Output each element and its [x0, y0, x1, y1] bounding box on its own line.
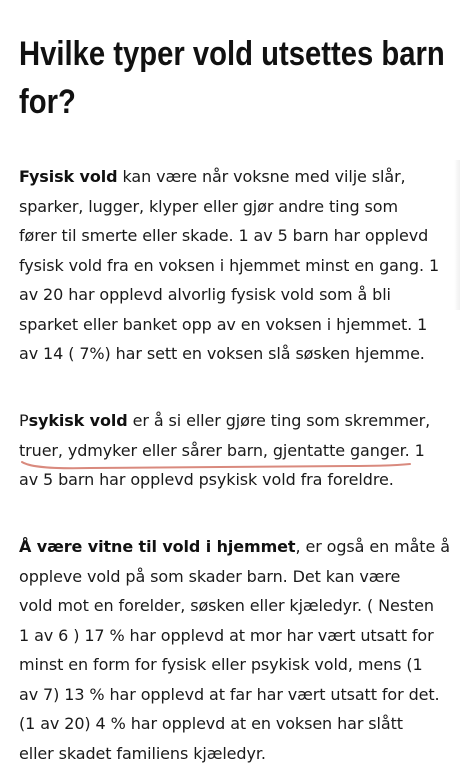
p1-line-4: fysisk vold fra en voksen i hjemmet minst en gang. 1 — [19, 251, 449, 281]
term-prefix: P — [19, 411, 29, 430]
paragraph-physical-violence — [19, 162, 449, 369]
p3-line-2: oppleve vold på som skader barn. Det kan være — [19, 562, 449, 592]
p3-line-5: minst en form for fysisk eller psykisk vold, mens (1 — [19, 650, 449, 680]
p3-line-3: vold mot en forelder, søsken eller kjæledyr. ( Nesten — [19, 591, 449, 621]
term-witness-violence: Å være vitne til vold i hjemmet — [19, 537, 295, 556]
p2-line-1 — [19, 406, 449, 436]
p1-line-5: av 20 har opplevd alvorlig fysisk vold som å bli — [19, 280, 449, 310]
p3-line-7: (1 av 20) 4 % har opplevd at en voksen har slått — [19, 709, 449, 739]
p1-line-2: sparker, lugger, klyper eller gjør andre ting som — [19, 192, 449, 222]
p1-line-1-text: kan være når voksne med vilje slår, — [118, 167, 406, 186]
p1-line-1 — [19, 162, 449, 192]
p2-line-3: av 5 barn har opplevd psykisk vold fra foreldre. — [19, 465, 449, 495]
p1-line-3: fører til smerte eller skade. 1 av 5 barn har opplevd — [19, 221, 449, 251]
article-heading — [19, 30, 449, 126]
p3-line-8: eller skadet familiens kjæledyr. — [19, 739, 449, 768]
p3-line-4: 1 av 6 ) 17 % har opplevd at mor har vært utsatt for — [19, 621, 449, 651]
paragraph-witness-violence — [19, 532, 449, 768]
p3-line-6: av 7) 13 % har opplevd at far har vært utsatt for det. — [19, 680, 449, 710]
page-edge-shadow — [454, 160, 460, 310]
p1-line-6: sparket eller banket opp av en voksen i hjemmet. 1 — [19, 310, 449, 340]
heading-line-1: Hvilke typer vold utsettes barn — [19, 30, 449, 78]
paragraph-psychological-violence — [19, 406, 449, 495]
p2-line-2: truer, ydmyker eller sårer barn, gjentatte ganger. 1 — [19, 436, 449, 466]
p3-line-1 — [19, 532, 449, 562]
p2-line-1-text: er å si eller gjøre ting som skremmer, — [128, 411, 431, 430]
heading-line-2: for? — [19, 78, 449, 126]
term-physical-violence: Fysisk vold — [19, 167, 118, 186]
p1-line-7: av 14 ( 7%) har sett en voksen slå søsken hjemme. — [19, 339, 449, 369]
p3-line-1-text: , er også en måte å — [295, 537, 449, 556]
term-psychological-violence: sykisk vold — [29, 411, 128, 430]
